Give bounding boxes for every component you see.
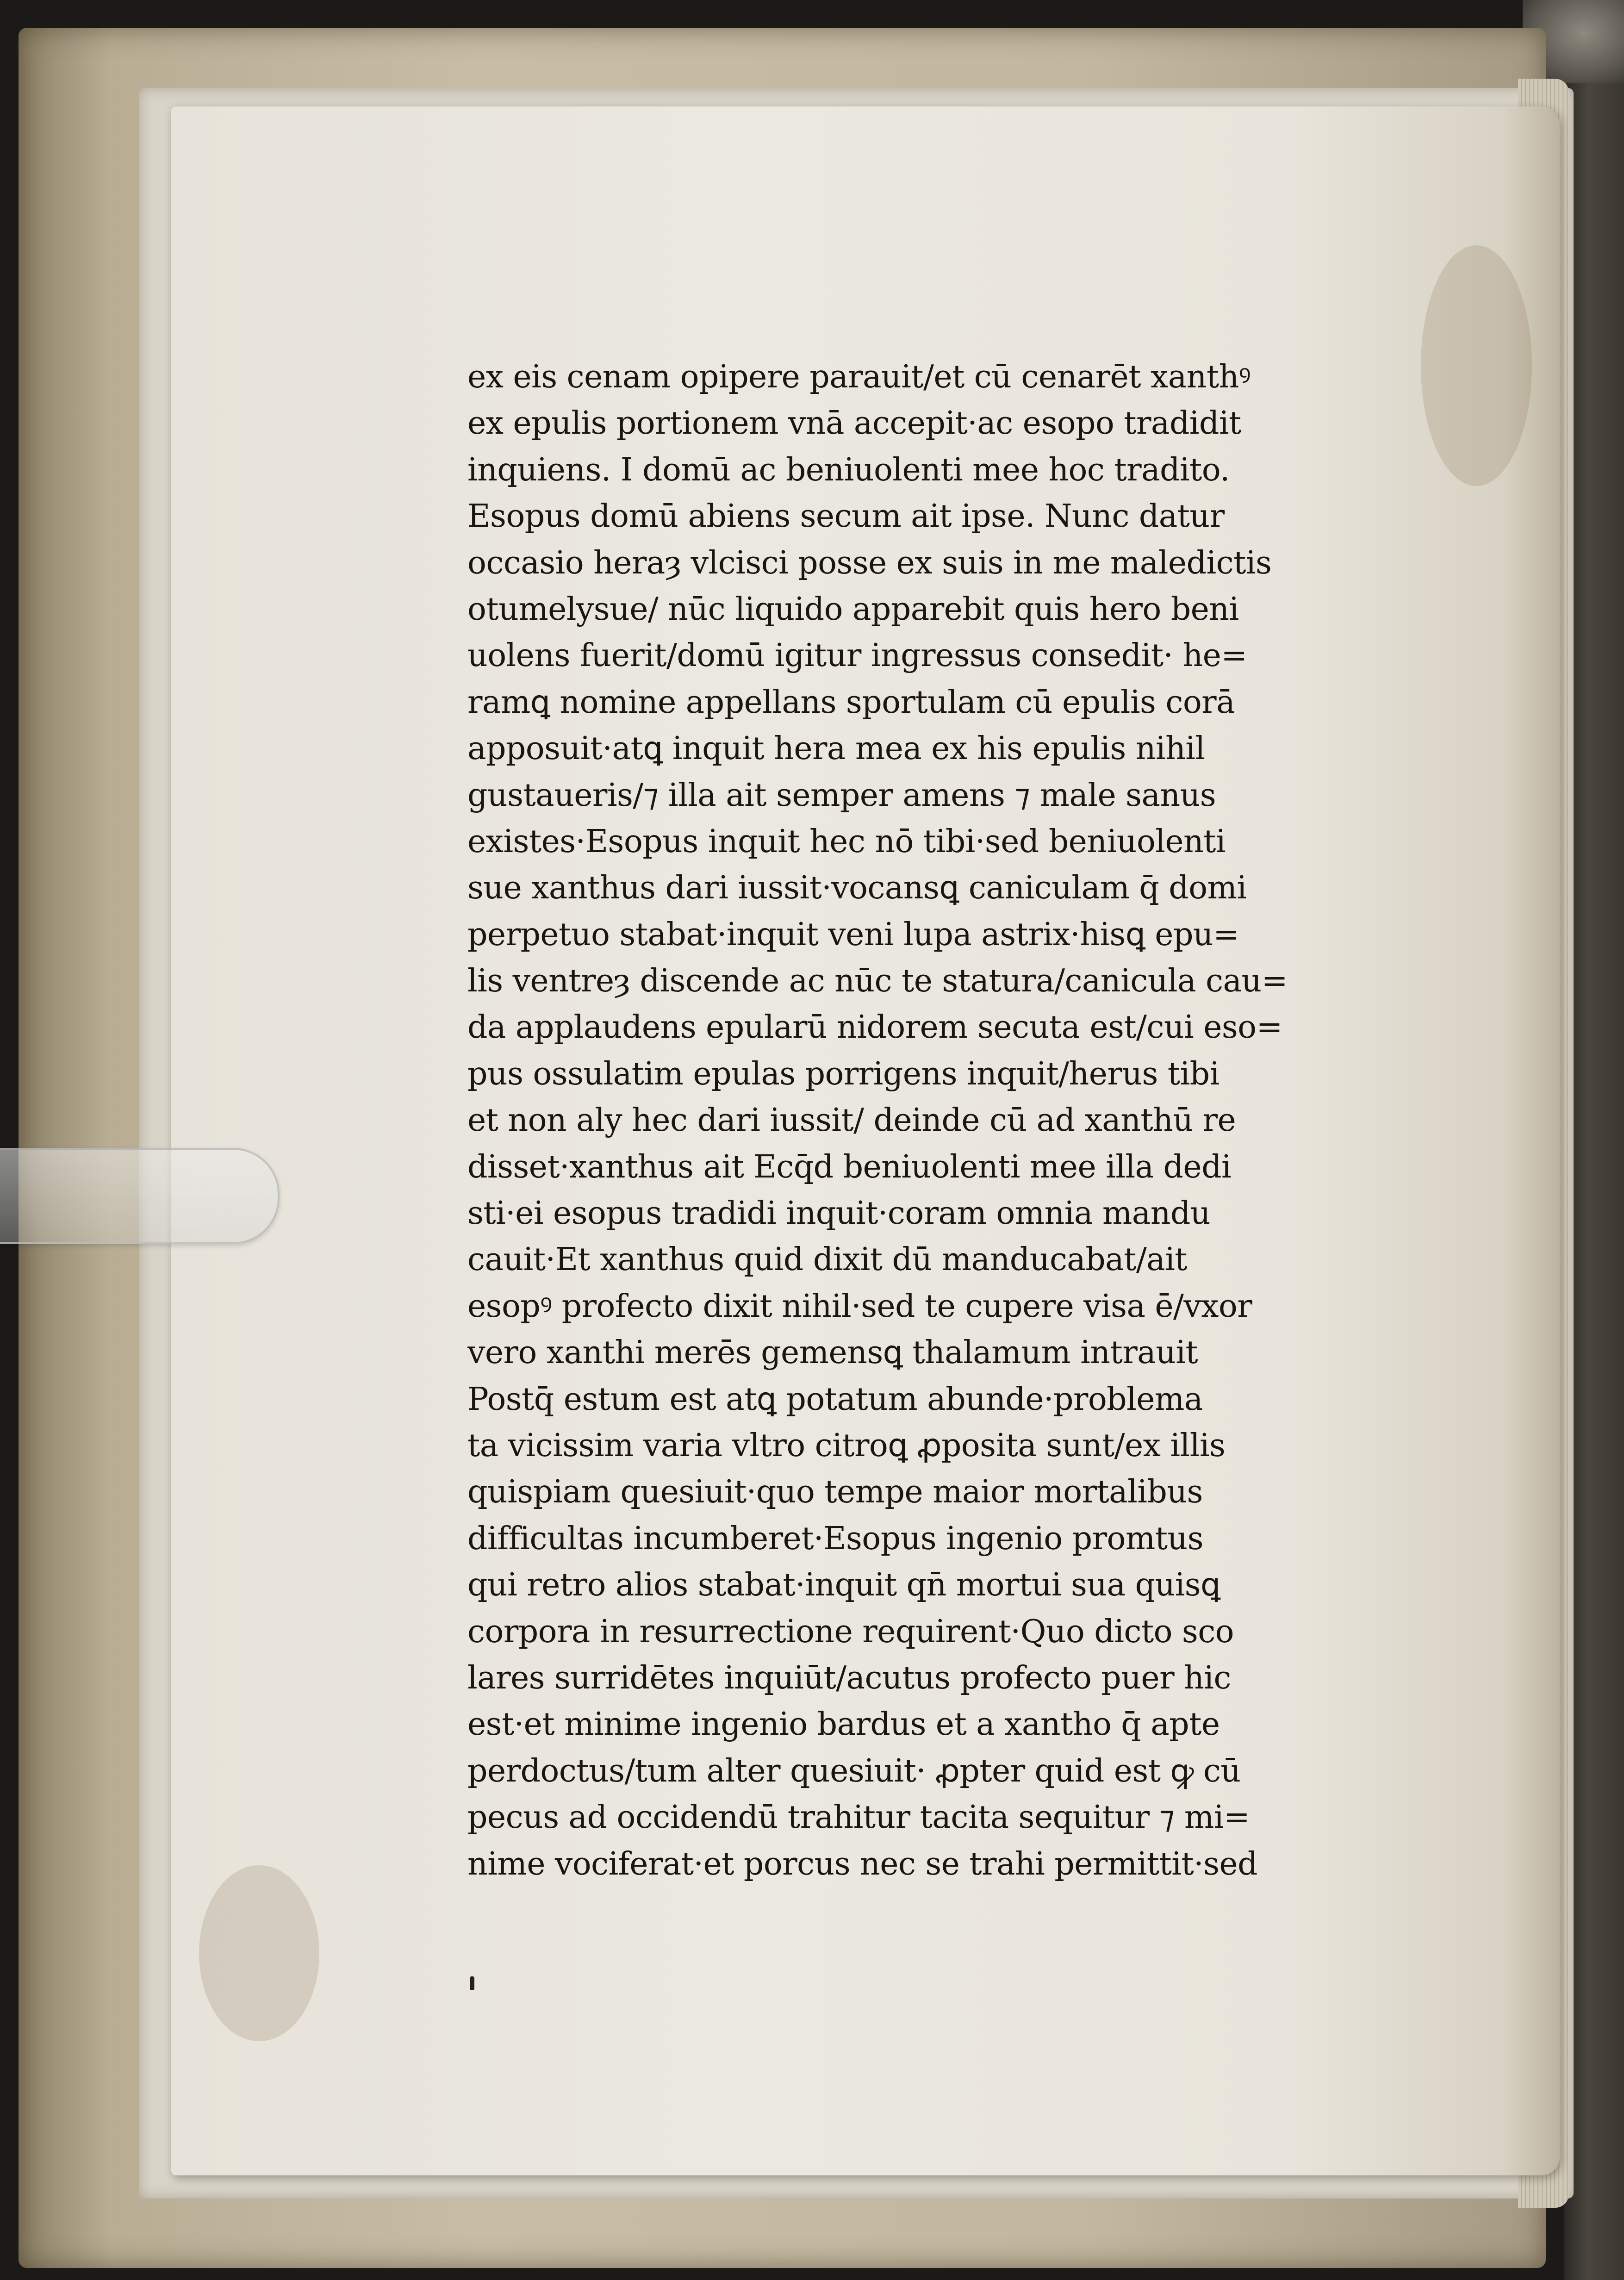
- text-line: inquiens. I domū ac beniuolenti mee hoc tradito.: [467, 451, 1230, 488]
- text-line: apposuit·atꝗ inquit hera mea ex his epulis nihil: [467, 730, 1205, 767]
- text-line: nime vociferat·et porcus nec se trahi permittit·sed: [467, 1845, 1257, 1882]
- text-line: et non aly hec dari iussit/ deinde cū ad xanthū re: [467, 1102, 1236, 1139]
- text-line: ex eis cenam opipere parauit/et cū cenarēt xanthꝰ: [467, 359, 1251, 395]
- text-line: occasio heraȝ vlcisci posse ex suis in me maledictis: [467, 544, 1272, 581]
- paper-stain: [199, 1865, 319, 2041]
- text-line: existes·Esopus inquit hec nō tibi·sed beniuolenti: [467, 823, 1226, 860]
- ink-speck: [470, 1976, 474, 1990]
- text-line: ramꝗ nomine appellans sportulam cū epulis corā: [467, 684, 1235, 721]
- text-line: ta vicissim varia vltro citroꝗ ꝓposita sunt/ex illis: [467, 1427, 1226, 1464]
- text-line: uolens fuerit/domū igitur ingressus consedit· he=: [467, 637, 1247, 674]
- text-line: pecus ad occidendū trahitur tacita sequitur ⁊ mi=: [467, 1799, 1250, 1836]
- text-line: sue xanthus dari iussit·vocansꝗ caniculam q̄ domi: [467, 870, 1247, 907]
- text-line: est·et minime ingenio bardus et a xantho q̄ apte: [467, 1706, 1220, 1743]
- paper-stain: [1421, 245, 1532, 486]
- text-line: corpora in resurrectione requirent·Quo dicto sco: [467, 1613, 1234, 1650]
- text-line: qui retro alios stabat·inquit qn̄ mortui sua quisꝗ: [467, 1567, 1220, 1604]
- text-line: lares surridētes inquiūt/acutus profecto puer hic: [467, 1659, 1231, 1696]
- text-line: disset·xanthus ait Ecq̄d beniuolenti mee illa dedi: [467, 1148, 1232, 1185]
- text-line: gustaueris/⁊ illa ait semper amens ⁊ male sanus: [467, 777, 1216, 814]
- text-line: perpetuo stabat·inquit veni lupa astrix·hisꝗ epu=: [467, 916, 1239, 953]
- text-line: difficultas incumberet·Esopus ingenio promtus: [467, 1520, 1203, 1557]
- text-line: otumelysue/ nūc liquido apparebit quis hero beni: [467, 591, 1239, 628]
- plastic-page-clip: [0, 1148, 280, 1244]
- text-line: perdoctus/tum alter quesiuit· ꝓpter quid est ꝙ cū: [467, 1752, 1241, 1789]
- text-line: esopꝰ profecto dixit nihil·sed te cupere visa ē/vxor: [467, 1288, 1252, 1325]
- text-line: vero xanthi merēs gemensꝗ thalamum intrauit: [467, 1334, 1198, 1371]
- text-line: Esopus domū abiens secum ait ipse. Nunc datur: [467, 498, 1225, 535]
- text-line: cauit·Et xanthus quid dixit dū manducabat/ait: [467, 1241, 1187, 1278]
- text-line: da applaudens epularū nidorem secuta est/cui eso=: [467, 1009, 1282, 1046]
- text-line: Postq̄ estum est atꝗ potatum abunde·problema: [467, 1381, 1203, 1418]
- text-line: pus ossulatim epulas porrigens inquit/herus tibi: [467, 1055, 1220, 1092]
- text-line: quispiam quesiuit·quo tempe maior mortalibus: [467, 1474, 1203, 1511]
- text-line: lis ventreȝ discende ac nūc te statura/canicula cau=: [467, 963, 1288, 1000]
- text-line: sti·ei esopus tradidi inquit·coram omnia mandu: [467, 1195, 1211, 1232]
- text-line: ex epulis portionem vnā accepit·ac esopo tradidit: [467, 405, 1241, 442]
- printed-text-block: [467, 354, 1388, 1888]
